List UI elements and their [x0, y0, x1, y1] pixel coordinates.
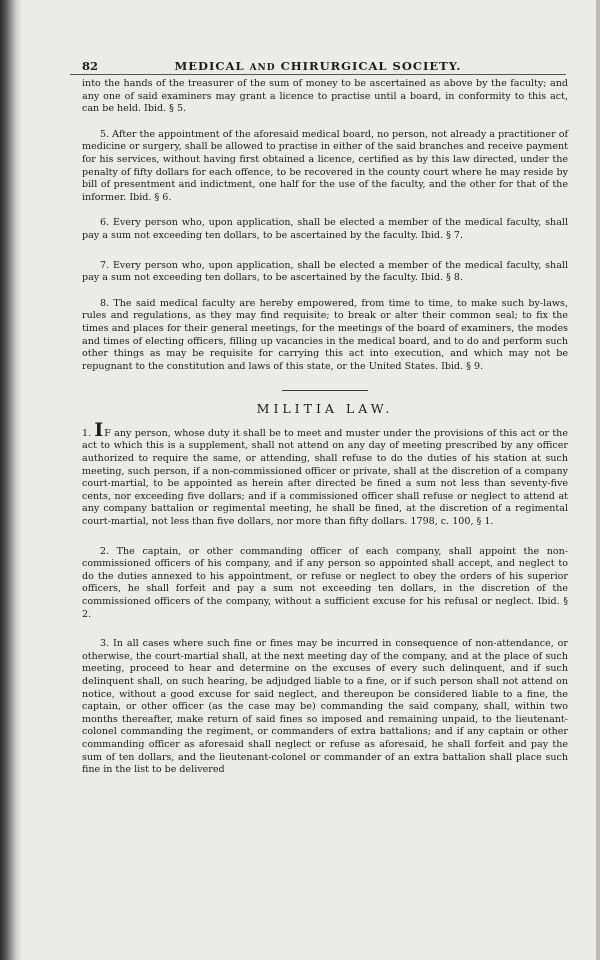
binding-shadow: [0, 0, 22, 960]
page-edge: [596, 0, 600, 960]
running-head: MEDICAL AND CHIRURGICAL SOCIETY.: [174, 59, 462, 73]
militia-section-3: 3. In all cases where such fine or fines may be incurred in consequence of non-attendance, or otherwise, the court-martial shall, at the next meeting day of the company, and at the place of such meeting, proceed to hear and determine on the excuses of every such delinquent, and if such delinquent shall, on such hearing, be adjudged liable to a fine, or if such person shall not attend on notice, without a good excuse for said neglect, and thereupon be considered liable to a fine, the captain, or other officer (as the case may be) commanding the said company, shall, within two months thereafter, make return of said fines so imposed and remaining unpaid, to the lieutenant-colonel commanding the regiment, or commanders of extra battalions; and if any captain or other commanding officer as aforesaid shall neglect or refuse as aforesaid, he shall forfeit and pay the sum of ten dollars, and the lieutenant-colonel or commander of an extra battalion shall place such fine in the list to be delivered: [82, 638, 568, 776]
militia-section-2: 2. The captain, or other commanding officer of each company, shall appoint the non-commissioned officers of his company, and if any person so appointed shall accept, and neglect to do the duties annexed to his appointment, or refuse or neglect to obey the orders of his superior officers, he shall forfeit and pay a sum not exceeding ten dollars, in the discretion of the commissioned officers of the company, without a sufficient excuse for his refusal or neglect. Ibid. § 2.: [82, 545, 568, 620]
paragraph-continuation: into the hands of the treasurer of the sum of money to be ascertained as above by the faculty; and any one of said examiners may grant a licence to practise until a board, in conformity to this act, can be held. Ibid. § 5.: [82, 78, 568, 115]
militia-section-1: 1. IF any person, whose duty it shall be to meet and muster under the provisions of this act or the act to which this is a supplement, shall not attend on any day of meeting prescribed by any officer authorized to require the same, or attending, shall refuse to do the duties of his station at such meeting, such person, if a non-commissioned officer or private, shall at the discretion of a company court-martial, to be appointed as herein after directed be fined a sum not less than seventy-five cents, nor exceeding five dollars; and if a commissioned officer shall refuse or neglect to attend at any company battalion or regimental meeting, he shall be fined, at the discretion of a regimental court-martial, not less than five dollars, nor more than fifty dollars. 1798, c. 100, § 1.: [82, 418, 568, 528]
section-6: 6. Every person who, upon application, shall be elected a member of the medical faculty, shall pay a sum not exceeding ten dollars, to be ascertained by the faculty. Ibid. § 7.: [82, 217, 568, 241]
section-7: 7. Every person who, upon application, shall be elected a member of the medical faculty, shall pay a sum not exceeding ten dollars, to be ascertained by the faculty. Ibid. § 8.: [82, 259, 568, 284]
page-header: [70, 58, 566, 75]
page-body: [82, 78, 568, 777]
drop-cap: I: [94, 418, 104, 441]
section-8: 8. The said medical faculty are hereby empowered, from time to time, to make such by-laws, rules and regulations, as they may find requisite; to break or alter their common seal; to fix the times and places for their general meetings, for the meetings of the board of examiners, the modes and times of electing officers, filling up vacancies in the medical board, and to do and perform such other things as may be requisite for carrying this act into execution, and which may not be repugnant to the constitution and laws of this state, or the United States. Ibid. § 9.: [82, 297, 568, 372]
section-title: MILITIA LAW.: [256, 401, 394, 417]
section-divider: [282, 390, 368, 391]
page-number: 82: [82, 59, 99, 73]
section-5: 5. After the appointment of the aforesaid medical board, no person, not already a practitioner of medicine or surgery, shall be allowed to practise in either of the said branches and receive payment for his services, without having first obtained a licence, certified as by this law directed, under the penalty of fifty dollars for each offence, to be recovered in the county court where he may reside by bill of presentment and indictment, one half for the use of the faculty, and the other for that of the informer. Ibid. § 6.: [82, 128, 568, 203]
